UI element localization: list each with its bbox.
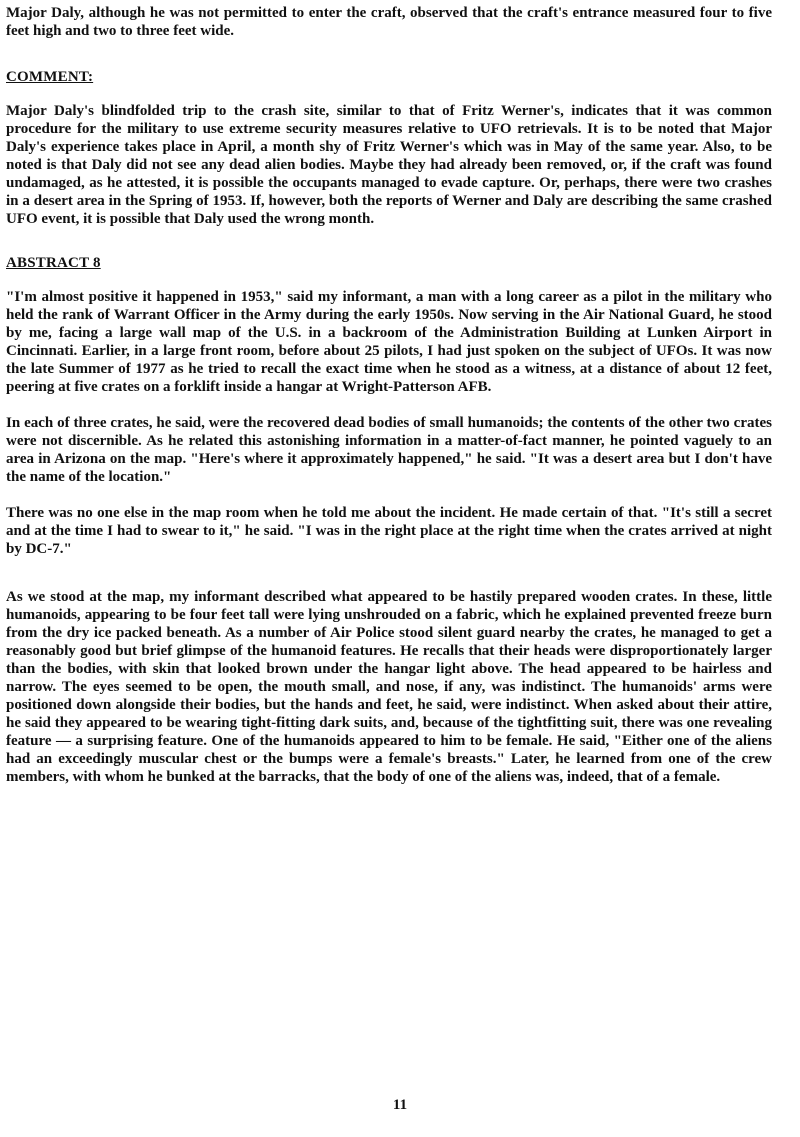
paragraph-map-room: There was no one else in the map room when he told me about the incident. He made certain of that. "It's still a secret and at the time I had to swear to it," he said. "I was in the right place at the right time when the crates arrived at night by DC-7."	[6, 505, 772, 557]
paragraph-informant-intro: "I'm almost positive it happened in 1953," said my informant, a man with a long career as a pilot in the military who held the rank of Warrant Officer in the Army during the early 1950s. Now serving in the Air National Guard, he stood by me, facing a large wall map of the U.S. in a backroom of the Administration Building at Lunken Airport in Cincinnati. Earlier, in a large front room, before about 25 pilots, I had just spoken on the subject of UFOs. It was now the late Summer of 1977 as he tried to recall the exact time when he stood as a witness, at a distance of about 12 feet, peering at five crates on a forklift inside a hangar at Wright-Patterson AFB.	[6, 289, 772, 395]
spacer	[6, 486, 772, 504]
document-page	[6, 4, 772, 786]
spacer	[6, 396, 772, 414]
paragraph-comment: Major Daly's blindfolded trip to the crash site, similar to that of Fritz Werner's, indicates that it was common procedure for the military to use extreme security measures relative to UFO retrievals. It is to be noted that Major Daly's experience takes place in April, a month shy of Fritz Werner's which was in May of the same year. Also, to be noted is that Daly did not see any dead alien bodies. Maybe they had already been removed, or, if the craft was found undamaged, as he attested, it is possible the occupants managed to evade capture. Or, perhaps, there were two crashes in a desert area in the Spring of 1953. If, however, both the reports of Werner and Daly are describing the same crashed UFO event, it is possible that Daly used the wrong month.	[6, 103, 772, 227]
paragraph-daly-entrance: Major Daly, although he was not permitted to enter the craft, observed that the craft's entrance measured four to five feet high and two to three feet wide.	[6, 5, 772, 39]
heading-abstract-8: ABSTRACT 8	[6, 255, 101, 271]
page-number: 11	[392, 1097, 408, 1113]
spacer	[6, 228, 772, 254]
paragraph-humanoid-description: As we stood at the map, my informant described what appeared to be hastily prepared wooden crates. In these, little humanoids, appearing to be four feet tall were lying unshrouded on a fabric, which he explained prevented freeze burn from the dry ice packed beneath. As a number of Air Police stood silent guard nearby the crates, he managed to get a reasonably good but brief glimpse of the humanoid features. He recalls that their heads were disproportionately larger than the bodies, with skin that looked brown under the hangar light above. The head appeared to be hairless and narrow. The eyes seemed to be open, the mouth small, and nose, if any, was indistinct. The humanoids' arms were positioned down alongside their bodies, but the hands and feet, he said, were indistinct. When asked about their attire, he said they appeared to be wearing tight-fitting dark suits, and, because of the tightfitting suit, there was one revealing feature — a surprising feature. One of the humanoids appeared to him to be female. He said, "Either one of the aliens had an exceedingly muscular chest or the bumps were a female's breasts." Later, he learned from one of the crew members, with whom he bunked at the barracks, that the body of one of the aliens was, indeed, that of a female.	[6, 589, 772, 785]
spacer	[6, 86, 772, 102]
spacer	[6, 272, 772, 288]
spacer	[6, 558, 772, 588]
heading-comment: COMMENT:	[6, 69, 94, 85]
spacer	[6, 40, 772, 68]
paragraph-three-crates: In each of three crates, he said, were the recovered dead bodies of small humanoids; the contents of the other two crates were not discernible. As he related this astonishing information in a matter-of-fact manner, he pointed vaguely to an area in Arizona on the map. "Here's where it approximately happened," he said. "It was a desert area but I don't have the name of the location."	[6, 415, 772, 485]
